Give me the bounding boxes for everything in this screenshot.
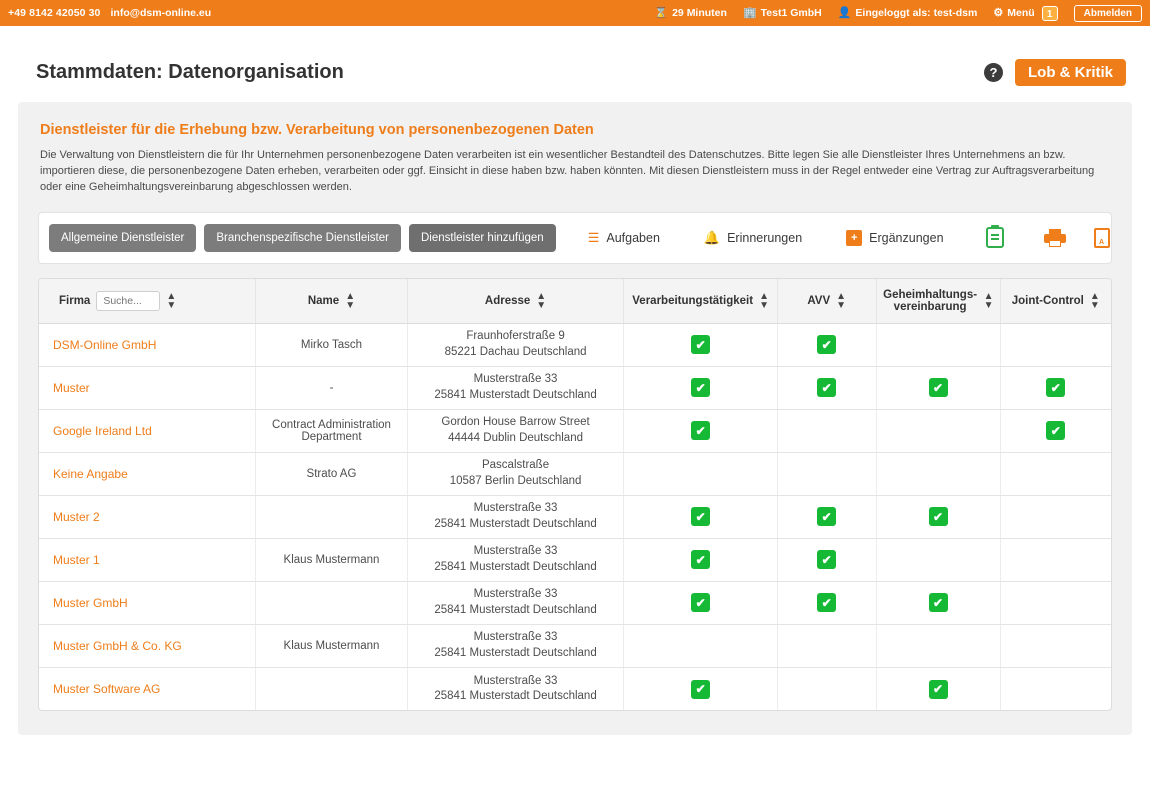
session-timer-label: 29 Minuten bbox=[672, 7, 727, 19]
cell-name: Mirko Tasch bbox=[256, 323, 407, 366]
table-row[interactable] bbox=[39, 452, 1111, 495]
user-icon: 👤 bbox=[837, 6, 852, 19]
search-input[interactable] bbox=[96, 291, 160, 311]
checkbox-geheimhaltungsvereinbarung[interactable]: ✔ bbox=[929, 378, 948, 397]
clipboard-icon bbox=[986, 227, 1004, 248]
email-link[interactable]: info@dsm-online.eu bbox=[110, 7, 212, 19]
cell-firma[interactable]: Muster 2 bbox=[39, 495, 256, 538]
cell-name: - bbox=[256, 366, 407, 409]
cell-geheimhaltungsvereinbarung bbox=[876, 323, 1000, 366]
cell-firma[interactable]: Keine Angabe bbox=[39, 452, 256, 495]
table-row[interactable] bbox=[39, 495, 1111, 538]
column-header-verarbeitungstaetigkeit bbox=[624, 279, 777, 324]
cell-avv bbox=[777, 323, 876, 366]
checkbox-avv[interactable]: ✔ bbox=[817, 335, 836, 354]
toolbar-filter-group bbox=[39, 213, 566, 263]
checkbox-verarbeitungstaetigkeit[interactable]: ✔ bbox=[691, 378, 710, 397]
cell-name: Contract Administration Department bbox=[256, 409, 407, 452]
aufgaben-label: Aufgaben bbox=[606, 230, 660, 245]
user-label: Eingeloggt als: test-dsm bbox=[855, 7, 978, 19]
cell-avv bbox=[777, 366, 876, 409]
table-header-row bbox=[39, 279, 1111, 324]
checkbox-avv[interactable]: ✔ bbox=[817, 550, 836, 569]
table-row[interactable] bbox=[39, 624, 1111, 667]
cell-name: Strato AG bbox=[256, 452, 407, 495]
cell-adresse bbox=[407, 581, 624, 624]
column-label-verarbeitungstaetigkeit: Verarbeitungstätigkeit bbox=[632, 294, 754, 307]
plus-square-icon: + bbox=[846, 230, 862, 246]
address-line-1: Pascalstraße bbox=[481, 459, 550, 472]
cell-verarbeitungstaetigkeit bbox=[624, 495, 777, 538]
checkbox-verarbeitungstaetigkeit[interactable]: ✔ bbox=[691, 507, 710, 526]
checkbox-avv[interactable]: ✔ bbox=[817, 593, 836, 612]
column-header-adresse bbox=[407, 279, 624, 324]
address-line-2: 85221 Dachau Deutschland bbox=[444, 345, 587, 358]
feedback-button[interactable]: Lob & Kritik bbox=[1015, 59, 1126, 86]
cell-joint-control bbox=[1000, 538, 1111, 581]
checkbox-geheimhaltungsvereinbarung[interactable]: ✔ bbox=[929, 680, 948, 699]
address-line-2: 10587 Berlin Deutschland bbox=[449, 474, 582, 487]
cell-joint-control bbox=[1000, 323, 1111, 366]
table-body bbox=[39, 323, 1111, 710]
sort-adresse-icon[interactable]: ▲ ▼ bbox=[536, 290, 547, 311]
cell-joint-control bbox=[1000, 452, 1111, 495]
cell-verarbeitungstaetigkeit bbox=[624, 366, 777, 409]
toolbar-export-group bbox=[1024, 213, 1112, 263]
session-timer bbox=[654, 7, 727, 19]
address-line-2: 25841 Musterstadt Deutschland bbox=[434, 690, 597, 703]
cell-name bbox=[256, 581, 407, 624]
cell-avv bbox=[777, 538, 876, 581]
column-header-firma bbox=[39, 279, 256, 324]
cell-joint-control bbox=[1000, 495, 1111, 538]
column-label-avv: AVV bbox=[807, 294, 831, 307]
cell-adresse bbox=[407, 366, 624, 409]
dienstleister-hinzufuegen-button[interactable]: Dienstleister hinzufügen bbox=[409, 224, 556, 252]
building-icon: 🏢 bbox=[742, 6, 757, 19]
address-line-2: 25841 Musterstadt Deutschland bbox=[434, 646, 597, 659]
phone-number: +49 8142 42050 30 bbox=[8, 7, 101, 19]
cell-geheimhaltungsvereinbarung bbox=[876, 452, 1000, 495]
cell-avv bbox=[777, 409, 876, 452]
cell-joint-control bbox=[1000, 581, 1111, 624]
ergaenzungen-label: Ergänzungen bbox=[869, 230, 944, 245]
cell-name bbox=[256, 495, 407, 538]
cell-firma[interactable]: Muster 1 bbox=[39, 538, 256, 581]
toolbar-addon-group bbox=[824, 213, 965, 263]
cell-avv bbox=[777, 624, 876, 667]
checkbox-joint-control[interactable]: ✔ bbox=[1046, 421, 1065, 440]
column-header-geheimhaltungsvereinbarung bbox=[876, 279, 1000, 324]
column-header-name bbox=[256, 279, 407, 324]
address-line-2: 25841 Musterstadt Deutschland bbox=[434, 603, 597, 616]
cell-firma[interactable]: DSM-Online GmbH bbox=[39, 323, 256, 366]
column-header-avv bbox=[777, 279, 876, 324]
sort-geheimhaltung-icon[interactable]: ▲ ▼ bbox=[983, 290, 994, 311]
company-label: Test1 GmbH bbox=[760, 7, 822, 19]
cell-geheimhaltungsvereinbarung bbox=[876, 667, 1000, 710]
cell-name: Klaus Mustermann bbox=[256, 538, 407, 581]
cell-verarbeitungstaetigkeit bbox=[624, 667, 777, 710]
table-row[interactable] bbox=[39, 667, 1111, 710]
pdf-button[interactable] bbox=[1084, 222, 1112, 254]
checkbox-verarbeitungstaetigkeit[interactable]: ✔ bbox=[691, 680, 710, 699]
cell-geheimhaltungsvereinbarung bbox=[876, 624, 1000, 667]
cell-adresse bbox=[407, 538, 624, 581]
checkbox-verarbeitungstaetigkeit[interactable]: ✔ bbox=[691, 421, 710, 440]
menu-label: Menü bbox=[1007, 7, 1035, 19]
toolbar bbox=[38, 212, 1112, 264]
user-indicator bbox=[838, 7, 978, 19]
sort-firma-icon[interactable]: ▲ ▼ bbox=[166, 290, 177, 311]
allgemeine-dienstleister-button[interactable]: Allgemeine Dienstleister bbox=[49, 224, 196, 252]
cell-verarbeitungstaetigkeit bbox=[624, 452, 777, 495]
erinnerungen-button[interactable] bbox=[692, 223, 814, 253]
checkbox-avv[interactable]: ✔ bbox=[817, 507, 836, 526]
tasklist-icon: ☰ bbox=[587, 230, 600, 246]
cell-name: Klaus Mustermann bbox=[256, 624, 407, 667]
cell-firma[interactable]: Muster GmbH & Co. KG bbox=[39, 624, 256, 667]
clipboard-button[interactable] bbox=[976, 221, 1014, 254]
checkbox-verarbeitungstaetigkeit[interactable]: ✔ bbox=[691, 335, 710, 354]
column-label-firma: Firma bbox=[59, 294, 91, 307]
checkbox-geheimhaltungsvereinbarung[interactable]: ✔ bbox=[929, 507, 948, 526]
address-line-1: Musterstraße 33 bbox=[473, 674, 558, 687]
page-header bbox=[0, 26, 1150, 90]
table-row[interactable] bbox=[39, 538, 1111, 581]
cell-adresse bbox=[407, 452, 624, 495]
cell-joint-control bbox=[1000, 624, 1111, 667]
aufgaben-button[interactable] bbox=[576, 223, 672, 253]
cell-firma[interactable]: Google Ireland Ltd bbox=[39, 409, 256, 452]
toolbar-clipboard-group bbox=[966, 213, 1024, 263]
cell-geheimhaltungsvereinbarung bbox=[876, 366, 1000, 409]
sort-avv-icon[interactable]: ▲ ▼ bbox=[836, 290, 847, 311]
ergaenzungen-button[interactable] bbox=[834, 222, 955, 254]
sort-name-icon[interactable]: ▲ ▼ bbox=[345, 290, 356, 311]
print-icon bbox=[1044, 229, 1066, 247]
hourglass-icon: ⌛ bbox=[654, 6, 669, 19]
column-header-joint-control bbox=[1000, 279, 1111, 324]
toolbar-reminder-group bbox=[682, 213, 824, 263]
dienstleister-table bbox=[38, 278, 1112, 712]
content-panel bbox=[18, 102, 1132, 735]
address-line-2: 44444 Dublin Deutschland bbox=[448, 431, 583, 444]
address-line-1: Musterstraße 33 bbox=[473, 373, 558, 386]
cell-avv bbox=[777, 495, 876, 538]
table-row[interactable] bbox=[39, 366, 1111, 409]
cell-geheimhaltungsvereinbarung bbox=[876, 538, 1000, 581]
cell-avv bbox=[777, 452, 876, 495]
cell-firma[interactable]: Muster bbox=[39, 366, 256, 409]
menu-badge: 1 bbox=[1042, 6, 1058, 21]
cell-joint-control bbox=[1000, 667, 1111, 710]
table-row[interactable] bbox=[39, 581, 1111, 624]
cell-verarbeitungstaetigkeit bbox=[624, 624, 777, 667]
cell-verarbeitungstaetigkeit bbox=[624, 538, 777, 581]
bell-icon: 🔔 bbox=[703, 230, 721, 246]
cell-geheimhaltungsvereinbarung bbox=[876, 581, 1000, 624]
checkbox-geheimhaltungsvereinbarung[interactable]: ✔ bbox=[929, 593, 948, 612]
checkbox-avv[interactable]: ✔ bbox=[817, 378, 836, 397]
cell-adresse bbox=[407, 409, 624, 452]
print-button[interactable] bbox=[1034, 223, 1076, 253]
cell-name bbox=[256, 667, 407, 710]
checkbox-joint-control[interactable]: ✔ bbox=[1046, 378, 1065, 397]
address-line-2: 25841 Musterstadt Deutschland bbox=[434, 517, 597, 530]
address-line-1: Musterstraße 33 bbox=[473, 502, 558, 515]
address-line-1: Musterstraße 33 bbox=[473, 588, 558, 601]
erinnerungen-label: Erinnerungen bbox=[727, 230, 803, 245]
address-line-1: Musterstraße 33 bbox=[473, 631, 558, 644]
menu-button[interactable] bbox=[993, 6, 1057, 21]
panel-description: Die Verwaltung von Dienstleistern die für Ihr Unternehmen personenbezogene Daten verarbeiten ist ein wesentlicher Bestandteil des Datenschutzes. Bitte legen Sie alle Dienstleister Ihres Unternehmens an bzw. importieren diese, die personenbezogene Daten erheben, verarbeiten oder ggf. Einsicht in diese haben bzw. haben könnten. Mit diesen Dienstleistern muss in der Regel entweder eine Vertrag zur Auftragsverarbeitung oder eine Geheimhaltungsvereinbarung abgeschlossen werden. bbox=[40, 149, 1095, 193]
address-line-2: 25841 Musterstadt Deutschland bbox=[434, 388, 597, 401]
cell-verarbeitungstaetigkeit bbox=[624, 409, 777, 452]
cell-adresse bbox=[407, 624, 624, 667]
cell-verarbeitungstaetigkeit bbox=[624, 581, 777, 624]
table-row[interactable] bbox=[39, 323, 1111, 366]
cell-avv bbox=[777, 581, 876, 624]
column-label-adresse: Adresse bbox=[484, 294, 531, 307]
cell-adresse bbox=[407, 667, 624, 710]
cell-adresse bbox=[407, 495, 624, 538]
address-line-1: Fraunhoferstraße 9 bbox=[466, 330, 565, 343]
logout-button[interactable]: Abmelden bbox=[1074, 5, 1142, 22]
gear-icon: ⚙ bbox=[993, 6, 1004, 19]
column-label-name: Name bbox=[307, 294, 340, 307]
table-row[interactable] bbox=[39, 409, 1111, 452]
cell-avv bbox=[777, 667, 876, 710]
address-line-1: Musterstraße 33 bbox=[473, 545, 558, 558]
checkbox-verarbeitungstaetigkeit[interactable]: ✔ bbox=[691, 550, 710, 569]
sort-verarbeitungstaetigkeit-icon[interactable]: ▲ ▼ bbox=[759, 290, 769, 311]
pdf-icon: A bbox=[1094, 228, 1110, 248]
checkbox-verarbeitungstaetigkeit[interactable]: ✔ bbox=[691, 593, 710, 612]
page-title: Stammdaten: Datenorganisation bbox=[36, 60, 344, 83]
help-icon[interactable]: ? bbox=[984, 63, 1003, 82]
company-indicator bbox=[743, 7, 822, 19]
cell-joint-control bbox=[1000, 366, 1111, 409]
toolbar-action-group bbox=[566, 213, 682, 263]
cell-verarbeitungstaetigkeit bbox=[624, 323, 777, 366]
cell-firma[interactable]: Muster GmbH bbox=[39, 581, 256, 624]
column-label-joint-control: Joint-Control bbox=[1011, 294, 1084, 307]
cell-joint-control bbox=[1000, 409, 1111, 452]
top-bar bbox=[0, 0, 1150, 26]
cell-geheimhaltungsvereinbarung bbox=[876, 495, 1000, 538]
cell-geheimhaltungsvereinbarung bbox=[876, 409, 1000, 452]
address-line-2: 25841 Musterstadt Deutschland bbox=[434, 560, 597, 573]
panel-title: Dienstleister für die Erhebung bzw. Verarbeitung von personenbezogenen Daten bbox=[40, 122, 594, 138]
cell-firma[interactable]: Muster Software AG bbox=[39, 667, 256, 710]
branchenspezifische-dienstleister-button[interactable]: Branchenspezifische Dienstleister bbox=[204, 224, 401, 252]
column-label-geheimhaltungsvereinbarung: Geheimhaltungs-vereinbarung bbox=[883, 288, 978, 313]
sort-joint-control-icon[interactable]: ▲ ▼ bbox=[1089, 290, 1100, 311]
cell-adresse bbox=[407, 323, 624, 366]
address-line-1: Gordon House Barrow Street bbox=[441, 416, 590, 429]
